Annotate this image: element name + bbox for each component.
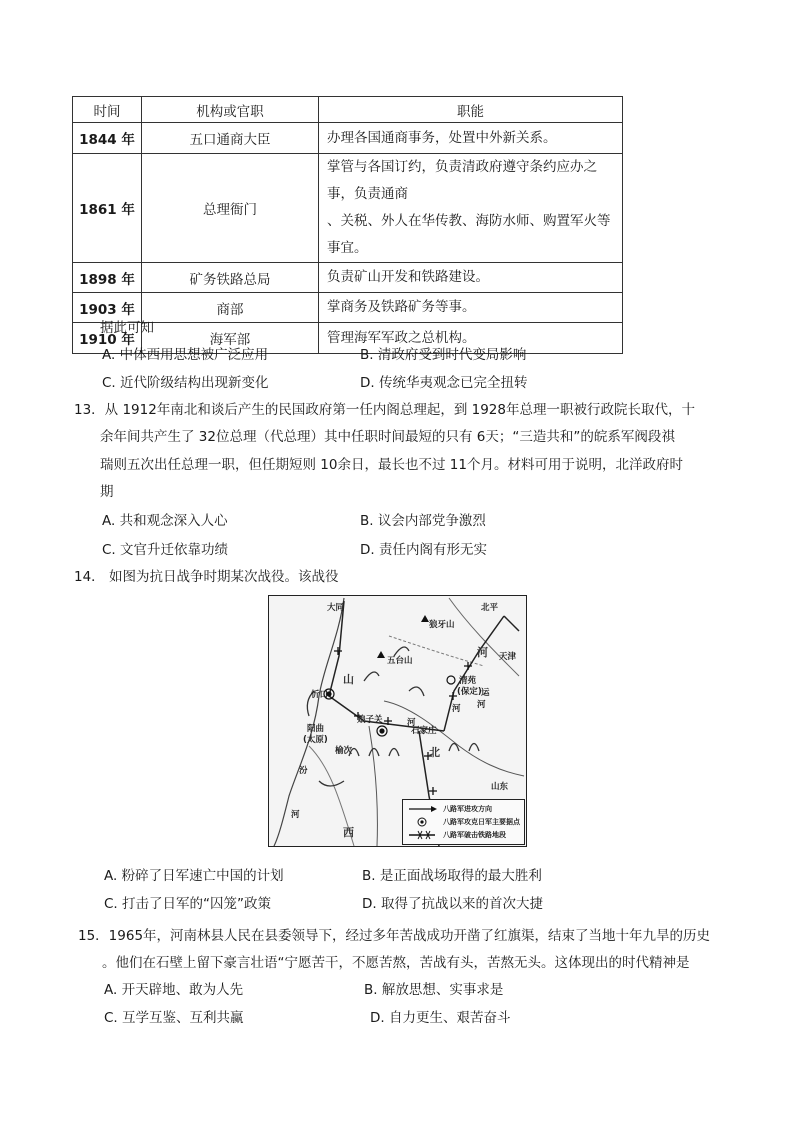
map-region-he2: 河 <box>407 718 416 728</box>
map-label-taiyuan: (太原) <box>303 735 328 745</box>
row-function-line: 、关税、外人在华传教、海防水师、购置军火等事宜。 <box>327 213 611 256</box>
institutions-table <box>72 96 623 354</box>
q15-option-b[interactable]: B. 解放思想、实事求是 <box>364 982 504 998</box>
row-function-line: 掌商务及铁路矿务等事。 <box>327 299 476 315</box>
q14-option-d[interactable]: D. 取得了抗战以来的首次大捷 <box>362 896 543 912</box>
q13-option-d[interactable]: D. 责任内阁有形无实 <box>360 542 487 558</box>
q15-line: 15．1965年，河南林县人民在县委领导下，经过多年苦战成功开凿了红旗渠，结束了当地十年九旱的历史 <box>78 928 711 944</box>
map-label-shandong: 山东 <box>491 782 509 792</box>
map-region-he4: 河 <box>291 810 300 820</box>
q15-option-a[interactable]: A. 开天辟地、敢为人先 <box>104 982 244 998</box>
row-year: 1903 年 <box>73 293 142 323</box>
legend-attack-direction: 八路军进攻方向 <box>443 805 492 813</box>
q13-option-c[interactable]: C. 文官升迁依靠功绩 <box>102 542 229 558</box>
row-org: 海军部 <box>142 323 319 354</box>
q12-option-a[interactable]: A. 中体西用思想被广泛应用 <box>102 347 269 363</box>
q13-line: 13．从 1912年南北和谈后产生的民国政府第一任内阁总理起，到 1928年总理一职被行政院长取代，十 <box>74 402 695 418</box>
row-org: 商部 <box>142 293 319 323</box>
map-label-yangqu: 阳曲 <box>307 724 325 734</box>
header-function: 职能 <box>319 97 623 123</box>
table-row <box>73 154 623 263</box>
row-year: 1910 年 <box>73 323 142 354</box>
map-label-shijiazhuang: 石家庄 <box>411 726 437 736</box>
legend-captured-stronghold: 八路军攻克日军主要据点 <box>443 818 520 826</box>
q12-option-d[interactable]: D. 传统华夷观念已完全扭转 <box>360 375 528 391</box>
map-label-xinkou: 忻口 <box>311 690 329 700</box>
map-label-datong: 大同 <box>327 603 345 613</box>
header-org: 机构或官职 <box>142 97 319 123</box>
map-label-yuci: 榆次 <box>335 746 353 756</box>
table-row <box>73 123 623 154</box>
q15-line: 。他们在石壁上留下豪言壮语“宁愿苦干，不愿苦熬，苦战有头，苦熬无头。这体现出的时代精神是 <box>102 955 690 971</box>
row-function <box>319 154 623 263</box>
map-label-qingyuan: 清苑 <box>459 676 477 686</box>
row-function-line: 掌管与各国订约，负责清政府遵守条约应办之事，负责通商 <box>327 159 597 202</box>
map-region-yun: 运 <box>481 688 490 698</box>
row-year: 1861 年 <box>73 154 142 263</box>
row-org: 五口通商大臣 <box>142 123 319 154</box>
q14-stem: 14． 如图为抗日战争时期某次战役。该战役 <box>74 569 339 585</box>
table-row <box>73 293 623 323</box>
table-row <box>73 263 623 293</box>
map-label-niangziguan: 娘子关 <box>357 715 383 725</box>
row-function <box>319 123 623 154</box>
map-region-he: 河 <box>477 646 488 659</box>
map-label-langyashan: 狼牙山 <box>429 620 455 630</box>
row-function-line: 负责矿山开发和铁路建设。 <box>327 269 489 285</box>
map-label-baoding: (保定) <box>457 687 482 697</box>
row-year: 1844 年 <box>73 123 142 154</box>
row-function-line: 办理各国通商事务，处置中外新关系。 <box>327 129 557 146</box>
q15-option-c[interactable]: C. 互学互鉴、互利共赢 <box>104 1010 244 1026</box>
map-region-fen: 汾 <box>299 766 308 776</box>
q13-option-b[interactable]: B. 议会内部党争激烈 <box>360 513 486 529</box>
legend-railway-sabotage: 八路军破击铁路地段 <box>443 831 506 839</box>
map-region-xi: 西 <box>343 826 354 839</box>
row-function <box>319 293 623 323</box>
q13-line: 瑞则五次出任总理一职，但任期短则 10余日，最长也不过 11个月。材料可用于说明，北洋政府时 <box>100 457 683 473</box>
q12-stem: 据此可知 <box>100 320 154 336</box>
q15-option-d[interactable]: D. 自力更生、艰苦奋斗 <box>370 1010 511 1026</box>
row-function-line: 管理海军军政之总机构。 <box>327 329 476 346</box>
q14-option-a[interactable]: A. 粉碎了日军速亡中国的计划 <box>104 868 284 884</box>
row-org: 矿务铁路总局 <box>142 263 319 293</box>
q13-option-a[interactable]: A. 共和观念深入人心 <box>102 513 228 529</box>
q12-option-c[interactable]: C. 近代阶级结构出现新变化 <box>102 375 269 391</box>
q14-option-c[interactable]: C. 打击了日军的“囚笼”政策 <box>104 896 271 912</box>
q13-line: 余年间共产生了 32位总理（代总理）其中任职时间最短的只有 6天；“三造共和”的皖系军阀段祺 <box>100 429 675 445</box>
map-label-tianjin: 天津 <box>499 652 517 662</box>
table-header-row <box>73 97 623 123</box>
map-region-he5: 河 <box>452 704 461 714</box>
q12-option-b[interactable]: B. 清政府受到时代变局影响 <box>360 347 527 363</box>
map-region-shan: 山 <box>343 673 354 686</box>
row-function <box>319 263 623 293</box>
map-label-beiping: 北平 <box>481 603 499 613</box>
row-year: 1898 年 <box>73 263 142 293</box>
map-legend <box>402 799 525 845</box>
header-time: 时间 <box>73 97 142 123</box>
map-region-bei: 北 <box>429 746 440 759</box>
map-label-wutaishan: 五台山 <box>387 656 413 666</box>
map-region-he3: 河 <box>477 700 486 710</box>
row-org: 总理衙门 <box>142 154 319 263</box>
battle-map <box>268 595 527 847</box>
q13-line: 期 <box>100 484 114 500</box>
q14-option-b[interactable]: B. 是正面战场取得的最大胜利 <box>362 868 542 884</box>
